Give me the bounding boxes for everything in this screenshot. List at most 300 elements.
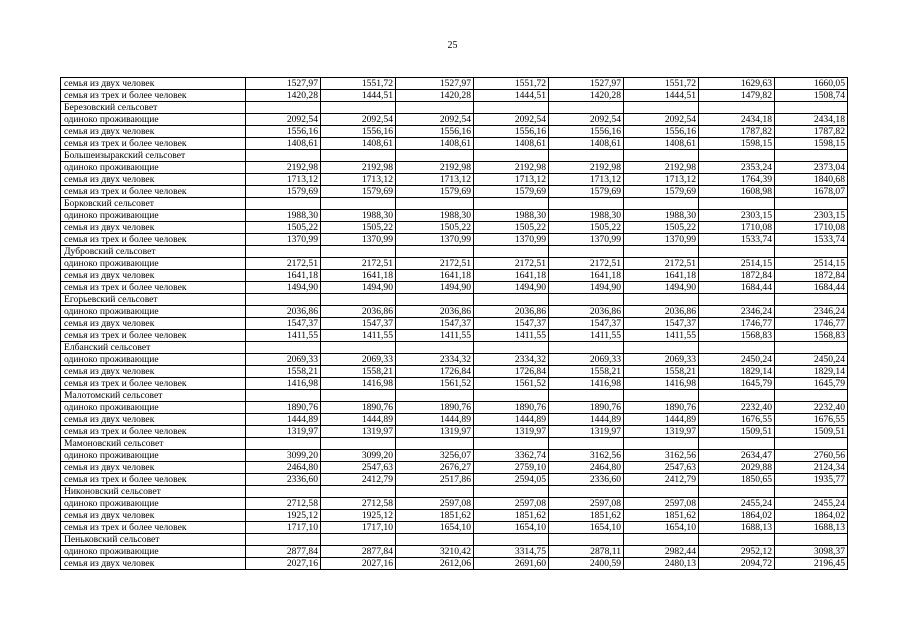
value-cell: 1872,84 (775, 270, 848, 282)
value-cell: 1890,76 (321, 402, 396, 414)
value-cell: 1494,90 (321, 282, 396, 294)
section-header-row (61, 438, 848, 450)
section-header-label: Дубровский сельсовет (61, 246, 246, 258)
row-label: одиноко проживающие (61, 450, 246, 462)
value-cell: 1509,51 (699, 426, 775, 438)
value-cell: 1319,97 (246, 426, 321, 438)
value-cell: 1408,61 (624, 138, 699, 150)
value-cell: 2346,24 (775, 306, 848, 318)
value-cell: 2594,05 (474, 474, 549, 486)
empty-cell (624, 294, 699, 306)
row-label: одиноко проживающие (61, 210, 246, 222)
empty-cell (321, 102, 396, 114)
row-label: семья из трех и более человек (61, 474, 246, 486)
row-label: семья из трех и более человек (61, 522, 246, 534)
value-cell: 1551,72 (321, 78, 396, 90)
row-label: семья из двух человек (61, 78, 246, 90)
value-cell: 3099,20 (321, 450, 396, 462)
value-cell: 2334,32 (474, 354, 549, 366)
section-header-row (61, 486, 848, 498)
value-cell: 1654,10 (624, 522, 699, 534)
empty-cell (549, 102, 624, 114)
value-cell: 1787,82 (699, 126, 775, 138)
empty-cell (474, 294, 549, 306)
empty-cell (624, 342, 699, 354)
value-cell: 1925,12 (246, 510, 321, 522)
row-label: семья из двух человек (61, 318, 246, 330)
section-header-row (61, 102, 848, 114)
value-cell: 1408,61 (246, 138, 321, 150)
row-label: семья из трех и более человек (61, 90, 246, 102)
value-cell: 1494,90 (396, 282, 474, 294)
value-cell: 1505,22 (474, 222, 549, 234)
value-cell: 1988,30 (474, 210, 549, 222)
empty-cell (474, 534, 549, 546)
row-label: семья из двух человек (61, 366, 246, 378)
value-cell: 1411,55 (624, 330, 699, 342)
value-cell: 1319,97 (549, 426, 624, 438)
value-cell: 1850,65 (699, 474, 775, 486)
value-cell: 2480,13 (624, 558, 699, 570)
empty-cell (246, 246, 321, 258)
section-header-label: Егорьевский сельсовет (61, 294, 246, 306)
value-cell: 2336,60 (549, 474, 624, 486)
value-cell: 1713,12 (321, 174, 396, 186)
value-cell: 1872,84 (699, 270, 775, 282)
value-cell: 1579,69 (549, 186, 624, 198)
value-cell: 1561,52 (474, 378, 549, 390)
value-cell: 1408,61 (549, 138, 624, 150)
value-cell: 1551,72 (474, 78, 549, 90)
empty-cell (549, 342, 624, 354)
value-cell: 1411,55 (321, 330, 396, 342)
value-cell: 1408,61 (321, 138, 396, 150)
value-cell: 1508,74 (775, 90, 848, 102)
empty-cell (474, 150, 549, 162)
value-cell: 1533,74 (775, 234, 848, 246)
table-row (61, 306, 848, 318)
value-cell: 3162,56 (624, 450, 699, 462)
value-cell: 2353,24 (699, 162, 775, 174)
table-row (61, 474, 848, 486)
value-cell: 1598,15 (699, 138, 775, 150)
table-row (61, 222, 848, 234)
table-row (61, 510, 848, 522)
empty-cell (775, 486, 848, 498)
row-label: одиноко проживающие (61, 354, 246, 366)
value-cell: 2069,33 (321, 354, 396, 366)
empty-cell (321, 390, 396, 402)
value-cell: 1660,05 (775, 78, 848, 90)
value-cell: 1558,21 (549, 366, 624, 378)
section-header-label: Борковский сельсовет (61, 198, 246, 210)
value-cell: 2172,51 (474, 258, 549, 270)
value-cell: 2877,84 (246, 546, 321, 558)
empty-cell (775, 534, 848, 546)
value-cell: 2232,40 (775, 402, 848, 414)
page-number: 25 (447, 40, 458, 51)
value-cell: 2412,79 (624, 474, 699, 486)
empty-cell (246, 198, 321, 210)
value-cell: 1925,12 (321, 510, 396, 522)
section-header-label: Никоновский сельсовет (61, 486, 246, 498)
empty-cell (396, 486, 474, 498)
value-cell: 1988,30 (321, 210, 396, 222)
empty-cell (699, 534, 775, 546)
value-cell: 1505,22 (549, 222, 624, 234)
value-cell: 1988,30 (246, 210, 321, 222)
empty-cell (775, 198, 848, 210)
value-cell: 1547,37 (549, 318, 624, 330)
value-cell: 1444,51 (474, 90, 549, 102)
row-label: семья из двух человек (61, 462, 246, 474)
value-cell: 1370,99 (321, 234, 396, 246)
section-header-row (61, 150, 848, 162)
value-cell: 1654,10 (474, 522, 549, 534)
empty-cell (775, 294, 848, 306)
table-row (61, 138, 848, 150)
empty-cell (474, 342, 549, 354)
empty-cell (699, 390, 775, 402)
value-cell: 1533,74 (699, 234, 775, 246)
table-row (61, 462, 848, 474)
value-cell: 2036,86 (396, 306, 474, 318)
value-cell: 2069,33 (549, 354, 624, 366)
empty-cell (775, 150, 848, 162)
value-cell: 2612,06 (396, 558, 474, 570)
value-cell: 1713,12 (549, 174, 624, 186)
empty-cell (624, 438, 699, 450)
value-cell: 2597,08 (474, 498, 549, 510)
value-cell: 1547,37 (624, 318, 699, 330)
row-label: одиноко проживающие (61, 402, 246, 414)
value-cell: 1641,18 (549, 270, 624, 282)
value-cell: 1988,30 (624, 210, 699, 222)
value-cell: 1579,69 (396, 186, 474, 198)
empty-cell (549, 246, 624, 258)
row-label: семья из двух человек (61, 414, 246, 426)
empty-cell (699, 342, 775, 354)
empty-cell (699, 438, 775, 450)
value-cell: 1608,98 (699, 186, 775, 198)
value-cell: 1579,69 (474, 186, 549, 198)
empty-cell (699, 102, 775, 114)
empty-cell (246, 534, 321, 546)
value-cell: 2597,08 (396, 498, 474, 510)
value-cell: 1890,76 (246, 402, 321, 414)
value-cell: 1505,22 (321, 222, 396, 234)
section-header-label: Пеньковский сельсовет (61, 534, 246, 546)
value-cell: 1684,44 (775, 282, 848, 294)
value-cell: 1556,16 (246, 126, 321, 138)
empty-cell (775, 246, 848, 258)
table-row (61, 210, 848, 222)
empty-cell (549, 534, 624, 546)
value-cell: 2514,15 (775, 258, 848, 270)
value-cell: 2172,51 (549, 258, 624, 270)
value-cell: 1641,18 (321, 270, 396, 282)
value-cell: 2760,56 (775, 450, 848, 462)
value-cell: 1864,02 (775, 510, 848, 522)
value-cell: 1746,77 (775, 318, 848, 330)
value-cell: 1411,55 (246, 330, 321, 342)
value-cell: 1370,99 (624, 234, 699, 246)
value-cell: 1411,55 (549, 330, 624, 342)
empty-cell (321, 486, 396, 498)
table-row (61, 426, 848, 438)
empty-cell (699, 486, 775, 498)
value-cell: 2982,44 (624, 546, 699, 558)
tariff-table (60, 77, 848, 570)
empty-cell (396, 534, 474, 546)
value-cell: 1890,76 (396, 402, 474, 414)
table-row (61, 558, 848, 570)
value-cell: 1988,30 (396, 210, 474, 222)
table-row (61, 330, 848, 342)
value-cell: 1444,51 (624, 90, 699, 102)
value-cell: 1654,10 (396, 522, 474, 534)
value-cell: 1654,10 (549, 522, 624, 534)
empty-cell (624, 486, 699, 498)
value-cell: 3098,37 (775, 546, 848, 558)
section-header-row (61, 246, 848, 258)
value-cell: 3099,20 (246, 450, 321, 462)
empty-cell (396, 246, 474, 258)
value-cell: 2036,86 (246, 306, 321, 318)
row-label: семья из трех и более человек (61, 330, 246, 342)
value-cell: 2124,34 (775, 462, 848, 474)
table-row (61, 174, 848, 186)
value-cell: 2514,15 (699, 258, 775, 270)
value-cell: 1710,08 (699, 222, 775, 234)
value-cell: 1890,76 (549, 402, 624, 414)
value-cell: 2547,63 (624, 462, 699, 474)
value-cell: 2373,04 (775, 162, 848, 174)
value-cell: 1561,52 (396, 378, 474, 390)
value-cell: 2712,58 (246, 498, 321, 510)
value-cell: 1568,83 (775, 330, 848, 342)
value-cell: 2455,24 (775, 498, 848, 510)
value-cell: 1713,12 (246, 174, 321, 186)
row-label: одиноко проживающие (61, 162, 246, 174)
value-cell: 1494,90 (549, 282, 624, 294)
value-cell: 2092,54 (624, 114, 699, 126)
value-cell: 1579,69 (624, 186, 699, 198)
value-cell: 3162,56 (549, 450, 624, 462)
value-cell: 2036,86 (624, 306, 699, 318)
value-cell: 2192,98 (396, 162, 474, 174)
value-cell: 1420,28 (396, 90, 474, 102)
value-cell: 1717,10 (246, 522, 321, 534)
value-cell: 2094,72 (699, 558, 775, 570)
value-cell: 2676,27 (396, 462, 474, 474)
table-row (61, 78, 848, 90)
value-cell: 2712,58 (321, 498, 396, 510)
empty-cell (699, 198, 775, 210)
value-cell: 1556,16 (321, 126, 396, 138)
value-cell: 1527,97 (396, 78, 474, 90)
empty-cell (474, 486, 549, 498)
value-cell: 1420,28 (246, 90, 321, 102)
empty-cell (246, 294, 321, 306)
value-cell: 1829,14 (775, 366, 848, 378)
empty-cell (775, 102, 848, 114)
row-label: семья из трех и более человек (61, 282, 246, 294)
value-cell: 1641,18 (474, 270, 549, 282)
row-label: семья из двух человек (61, 222, 246, 234)
value-cell: 1864,02 (699, 510, 775, 522)
empty-cell (321, 534, 396, 546)
empty-cell (321, 294, 396, 306)
value-cell: 2434,18 (775, 114, 848, 126)
value-cell: 1851,62 (474, 510, 549, 522)
table-row (61, 90, 848, 102)
value-cell: 1558,21 (246, 366, 321, 378)
value-cell: 3256,07 (396, 450, 474, 462)
value-cell: 1319,97 (624, 426, 699, 438)
value-cell: 2303,15 (775, 210, 848, 222)
empty-cell (321, 150, 396, 162)
value-cell: 1547,37 (396, 318, 474, 330)
value-cell: 2232,40 (699, 402, 775, 414)
table-body (61, 78, 848, 570)
value-cell: 3314,75 (474, 546, 549, 558)
value-cell: 1851,62 (624, 510, 699, 522)
empty-cell (699, 246, 775, 258)
empty-cell (624, 534, 699, 546)
value-cell: 1370,99 (549, 234, 624, 246)
empty-cell (549, 390, 624, 402)
value-cell: 2634,47 (699, 450, 775, 462)
value-cell: 1494,90 (474, 282, 549, 294)
value-cell: 2346,24 (699, 306, 775, 318)
value-cell: 1319,97 (474, 426, 549, 438)
value-cell: 1579,69 (321, 186, 396, 198)
value-cell: 1370,99 (246, 234, 321, 246)
empty-cell (775, 390, 848, 402)
value-cell: 1527,97 (549, 78, 624, 90)
empty-cell (549, 486, 624, 498)
empty-cell (624, 390, 699, 402)
value-cell: 1829,14 (699, 366, 775, 378)
value-cell: 2092,54 (246, 114, 321, 126)
value-cell: 1416,98 (624, 378, 699, 390)
value-cell: 1645,79 (775, 378, 848, 390)
value-cell: 1444,89 (624, 414, 699, 426)
value-cell: 1319,97 (396, 426, 474, 438)
value-cell: 1479,82 (699, 90, 775, 102)
empty-cell (246, 342, 321, 354)
value-cell: 1494,90 (246, 282, 321, 294)
empty-cell (246, 102, 321, 114)
empty-cell (549, 438, 624, 450)
value-cell: 1527,97 (246, 78, 321, 90)
section-header-label: Мамоновский сельсовет (61, 438, 246, 450)
row-label: семья из двух человек (61, 174, 246, 186)
section-header-row (61, 534, 848, 546)
value-cell: 2036,86 (549, 306, 624, 318)
value-cell: 2036,86 (474, 306, 549, 318)
value-cell: 2547,63 (321, 462, 396, 474)
value-cell: 2952,12 (699, 546, 775, 558)
empty-cell (624, 246, 699, 258)
value-cell: 1851,62 (549, 510, 624, 522)
value-cell: 1641,18 (396, 270, 474, 282)
section-header-label: Большеизыракский сельсовет (61, 150, 246, 162)
empty-cell (396, 102, 474, 114)
value-cell: 1641,18 (246, 270, 321, 282)
section-header-label: Березовский сельсовет (61, 102, 246, 114)
value-cell: 1444,89 (474, 414, 549, 426)
value-cell: 2412,79 (321, 474, 396, 486)
value-cell: 1547,37 (474, 318, 549, 330)
value-cell: 2092,54 (549, 114, 624, 126)
value-cell: 1416,98 (321, 378, 396, 390)
value-cell: 2092,54 (474, 114, 549, 126)
empty-cell (396, 342, 474, 354)
value-cell: 1710,08 (775, 222, 848, 234)
empty-cell (396, 198, 474, 210)
value-cell: 2464,80 (549, 462, 624, 474)
value-cell: 2303,15 (699, 210, 775, 222)
value-cell: 2450,24 (775, 354, 848, 366)
value-cell: 1598,15 (775, 138, 848, 150)
row-label: семья из двух человек (61, 126, 246, 138)
row-label: одиноко проживающие (61, 498, 246, 510)
table-row (61, 498, 848, 510)
value-cell: 2691,60 (474, 558, 549, 570)
empty-cell (549, 294, 624, 306)
value-cell: 2878,11 (549, 546, 624, 558)
value-cell: 2029,88 (699, 462, 775, 474)
row-label: одиноко проживающие (61, 258, 246, 270)
value-cell: 2334,32 (396, 354, 474, 366)
empty-cell (396, 150, 474, 162)
table-row (61, 234, 848, 246)
table-row (61, 522, 848, 534)
table-row (61, 378, 848, 390)
value-cell: 3210,42 (396, 546, 474, 558)
value-cell: 1416,98 (246, 378, 321, 390)
value-cell: 1556,16 (474, 126, 549, 138)
empty-cell (549, 150, 624, 162)
empty-cell (474, 438, 549, 450)
value-cell: 3362,74 (474, 450, 549, 462)
value-cell: 1558,21 (624, 366, 699, 378)
value-cell: 1840,68 (775, 174, 848, 186)
value-cell: 1726,84 (396, 366, 474, 378)
empty-cell (321, 198, 396, 210)
value-cell: 1444,89 (321, 414, 396, 426)
value-cell: 1411,55 (396, 330, 474, 342)
section-header-label: Елбанский сельсовет (61, 342, 246, 354)
empty-cell (775, 342, 848, 354)
value-cell: 1509,51 (775, 426, 848, 438)
table-row (61, 162, 848, 174)
empty-cell (246, 486, 321, 498)
empty-cell (246, 390, 321, 402)
value-cell: 1713,12 (474, 174, 549, 186)
value-cell: 1746,77 (699, 318, 775, 330)
value-cell: 1547,37 (246, 318, 321, 330)
section-header-row (61, 342, 848, 354)
value-cell: 2192,98 (246, 162, 321, 174)
value-cell: 1676,55 (775, 414, 848, 426)
value-cell: 1420,28 (549, 90, 624, 102)
value-cell: 1556,16 (396, 126, 474, 138)
value-cell: 2092,54 (396, 114, 474, 126)
value-cell: 2464,80 (246, 462, 321, 474)
